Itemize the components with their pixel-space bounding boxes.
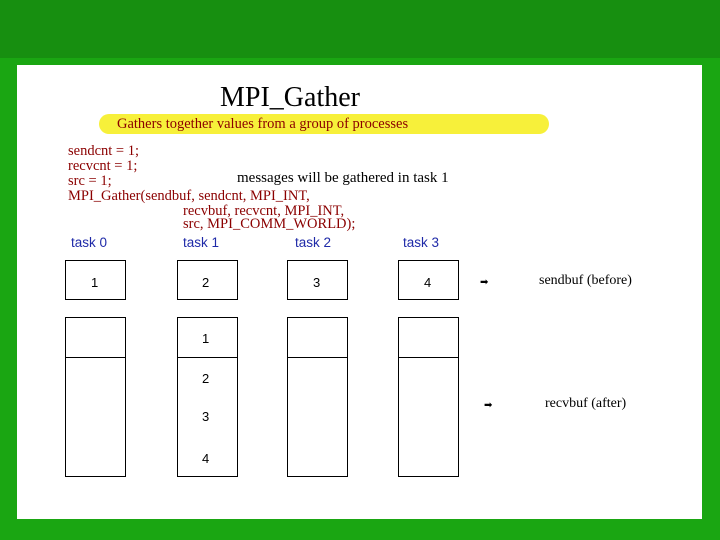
slide-title: MPI_Gather (220, 82, 360, 113)
sendbuf-label: sendbuf (before) (539, 273, 632, 288)
recvbuf-value-3: 4 (202, 451, 210, 466)
code-line-call: MPI_Gather(sendbuf, sendcnt, MPI_INT, (68, 188, 310, 204)
recvbuf-divider-task3 (398, 357, 459, 397)
sendbuf-value-0: 1 (91, 275, 99, 290)
code-line-comm-args: src, MPI_COMM_WORLD); (183, 216, 356, 232)
top-band (0, 0, 720, 58)
recvbuf-column-task0 (65, 317, 126, 477)
task-label-3: task 3 (403, 235, 440, 250)
task-label-2: task 2 (295, 235, 332, 250)
sendbuf-value-2: 3 (313, 275, 321, 290)
task-label-1: task 1 (183, 235, 220, 250)
slide-panel (17, 65, 702, 519)
recvbuf-divider-task2 (287, 357, 348, 397)
code-line-src: src = 1; (68, 173, 112, 189)
recvbuf-column-task3 (398, 317, 459, 477)
code-line-recv-args: recvbuf, recvcnt, MPI_INT, (183, 203, 345, 219)
gather-note: messages will be gathered in task 1 (237, 170, 449, 186)
recvbuf-divider-task0 (65, 357, 126, 397)
sendbuf-value-3: 4 (424, 275, 432, 290)
recvbuf-label: recvbuf (after) (545, 396, 627, 411)
code-line-sendcnt: sendcnt = 1; (68, 143, 139, 159)
arrow-icon-recvbuf: ➡ (484, 400, 493, 411)
recvbuf-value-0: 1 (202, 331, 210, 346)
task-label-0: task 0 (71, 235, 108, 250)
recvbuf-value-1: 2 (202, 371, 210, 386)
recvbuf-value-2: 3 (202, 409, 210, 424)
recvbuf-column-task2 (287, 317, 348, 477)
subtitle-text: Gathers together values from a group of processes (117, 116, 409, 132)
code-line-recvcnt: recvcnt = 1; (68, 158, 138, 174)
sendbuf-value-1: 2 (202, 275, 210, 290)
arrow-icon-sendbuf: ➡ (480, 277, 489, 288)
